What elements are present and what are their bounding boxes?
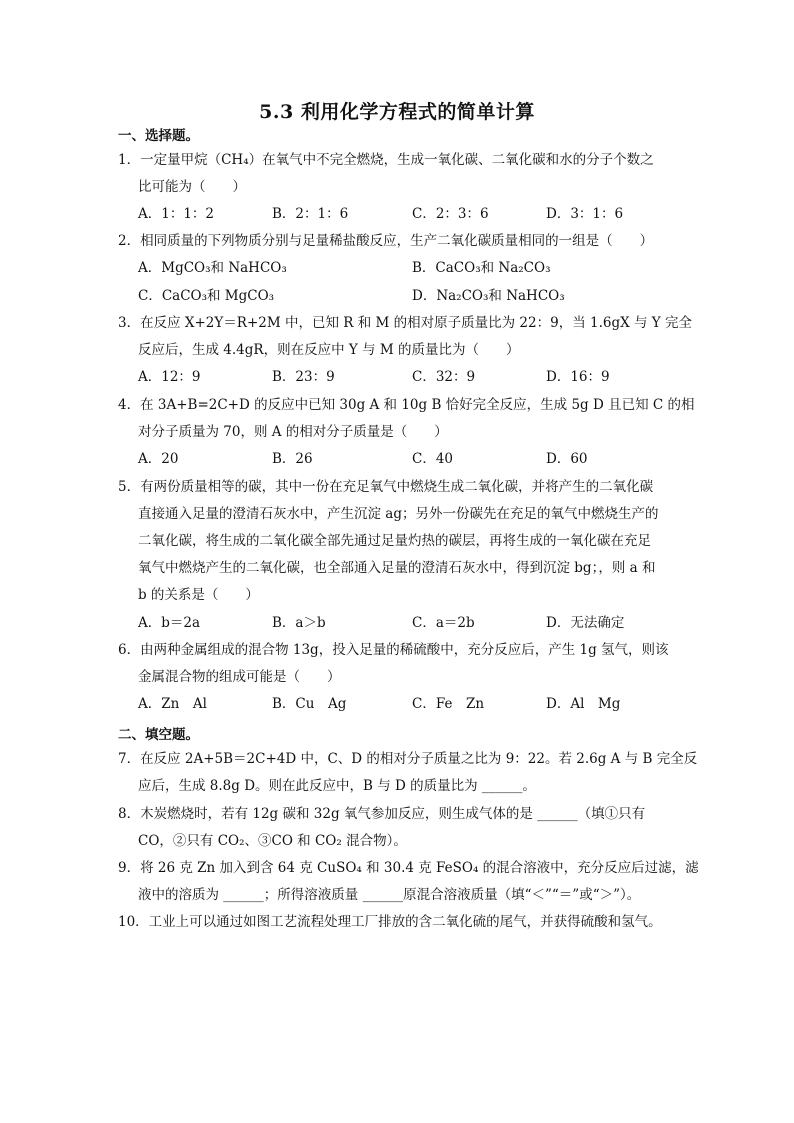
question-6-line-2: 金属混合物的组成可能是（ ）	[138, 669, 341, 685]
question-1-line-1: 1．一定量甲烷（CH₄）在氧气中不完全燃烧，生成一氧化碳、二氧化碳和水的分子个数之	[118, 152, 654, 168]
question-8-line-1: 8．木炭燃烧时，若有 12g 碳和 32g 氧气参加反应，则生成气体的是 ______（填①只有	[118, 806, 646, 822]
option-d: D．3：1：6	[546, 206, 624, 222]
option-c: C．CaCO₃和 MgCO₃	[138, 288, 275, 304]
question-9-line-1: 9．将 26 克 Zn 加入到含 64 克 CuSO₄ 和 30.4 克 FeSO₄ 的混合溶液中，充分反应后过滤，滤	[118, 860, 699, 876]
option-a: A．Zn Al	[138, 696, 207, 712]
question-3-line-1: 3．在反应 X+2Y＝R+2M 中，已知 R 和 M 的相对原子质量比为 22：9，当 1.6gX 与 Y 完全	[118, 315, 692, 331]
question-9-line-2: 液中的溶质为 ______；所得溶液质量 ______原混合溶液质量（填“＜”“＝”或“＞”）。	[138, 887, 641, 903]
section-fill-heading: 二、填空题。	[118, 727, 199, 743]
page-title: 5.3 利用化学方程式的简单计算	[259, 101, 535, 123]
question-5-line-4: 氧气中燃烧产生的二氧化碳，也全部通入足量的澄清石灰水中，得到沉淀 bg；，则 a 和	[138, 560, 656, 576]
question-10-line-1: 10．工业上可以通过如图工艺流程处理工厂排放的含二氧化硫的尾气，并获得硫酸和氢气。	[118, 914, 662, 930]
question-5-line-3: 二氧化碳，将生成的二氧化碳全部先通过足量灼热的碳层，再将生成的一氧化碳在充足	[138, 533, 651, 549]
question-5-line-1: 5．有两份质量相等的碳，其中一份在充足氧气中燃烧生成二氧化碳，并将产生的二氧化碳	[118, 479, 654, 495]
question-4-line-1: 4．在 3A+B=2C+D 的反应中已知 30g A 和 10g B 恰好完全反应，生成 5g D 且已知 C 的相	[118, 397, 695, 413]
question-2-line-1: 2．相同质量的下列物质分别与足量稀盐酸反应，生产二氧化碳质量相同的一组是（ ）	[118, 233, 654, 249]
question-2-options-row-2	[138, 286, 698, 306]
option-d: D．Al Mg	[546, 696, 621, 712]
option-d: D．无法确定	[546, 615, 625, 631]
question-5-options	[138, 613, 698, 633]
option-a: A．12：9	[138, 369, 201, 385]
question-1-line-2: 比可能为（ ）	[138, 179, 246, 195]
question-7-line-2: 应后，生成 8.8g D。则在此反应中，B 与 D 的质量比为 ______。	[138, 778, 536, 794]
option-d: D．16：9	[546, 369, 610, 385]
question-8-line-2: CO，②只有 CO₂、③CO 和 CO₂ 混合物）。	[138, 833, 407, 849]
option-d: D．60	[546, 451, 588, 467]
question-7-line-1: 7．在反应 2A+5B＝2C+4D 中，C、D 的相对分子质量之比为 9：22。若 2.6g A 与 B 完全反	[118, 751, 698, 767]
question-4-options	[138, 449, 698, 469]
option-b: B．a＞b	[272, 615, 326, 631]
option-a: A．20	[138, 451, 179, 467]
option-b: B．2：1：6	[272, 206, 349, 222]
option-c: C．a＝2b	[412, 615, 475, 631]
question-1-options	[138, 204, 698, 224]
question-6-options	[138, 694, 698, 714]
option-c: C．32：9	[412, 369, 476, 385]
section-choice-heading: 一、选择题。	[118, 128, 199, 144]
question-3-line-2: 反应后，生成 4.4gR，则在反应中 Y 与 M 的质量比为（ ）	[138, 342, 520, 358]
question-2-options-row-1	[138, 258, 698, 278]
option-b: B．26	[272, 451, 313, 467]
question-4-line-2: 对分子质量为 70，则 A 的相对分子质量是（ ）	[138, 424, 448, 440]
question-3-options	[138, 367, 698, 387]
option-b: B．CaCO₃和 Na₂CO₃	[412, 260, 551, 276]
option-d: D．Na₂CO₃和 NaHCO₃	[412, 288, 565, 304]
option-a: A．b＝2a	[138, 615, 201, 631]
option-b: B．23：9	[272, 369, 335, 385]
question-5-line-2: 直接通入足量的澄清石灰水中，产生沉淀 ag；另外一份碳先在充足的氧气中燃烧生产的	[138, 506, 659, 522]
question-5-line-5: b 的关系是（ ）	[138, 587, 259, 603]
option-c: C．2：3：6	[412, 206, 489, 222]
option-c: C．Fe Zn	[412, 696, 485, 712]
option-a: A．1：1：2	[138, 206, 215, 222]
option-c: C．40	[412, 451, 454, 467]
option-a: A．MgCO₃和 NaHCO₃	[138, 260, 287, 276]
question-6-line-1: 6．由两种金属组成的混合物 13g，投入足量的稀硫酸中，充分反应后，产生 1g 氢气，则该	[118, 642, 669, 658]
option-b: B．Cu Ag	[272, 696, 347, 712]
